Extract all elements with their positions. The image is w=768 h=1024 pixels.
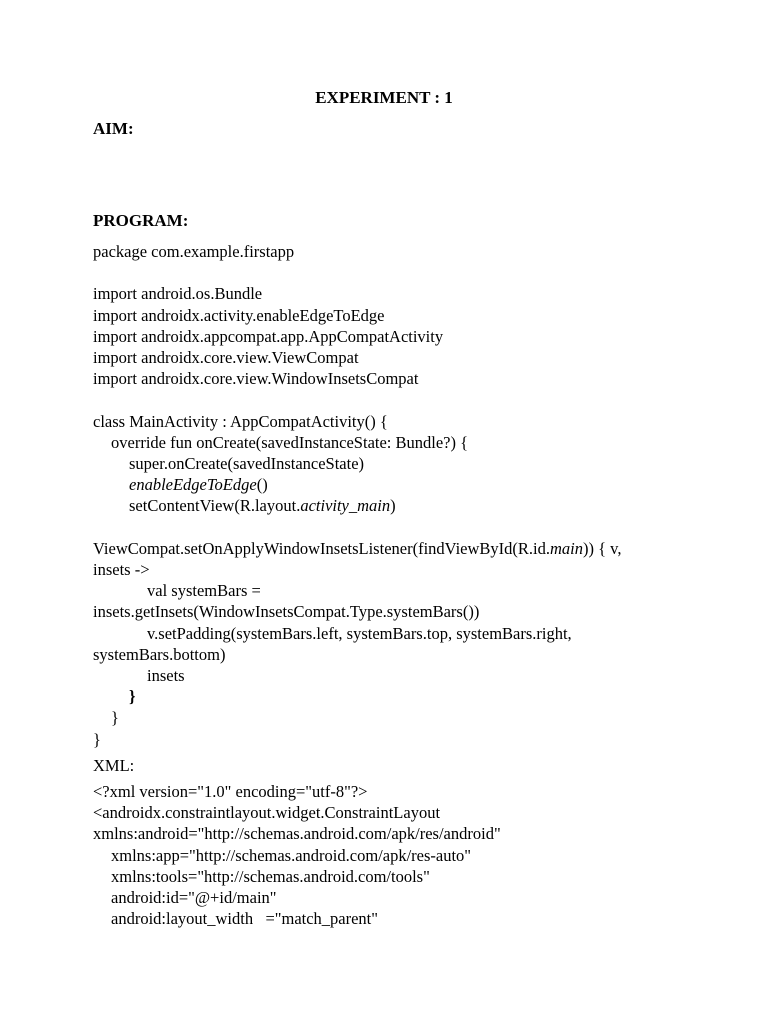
xml-line: xmlns:tools="http://schemas.android.com/tools" — [111, 866, 430, 886]
edge-to-edge-paren: () — [256, 475, 268, 495]
code-insets-arrow: insets -> — [93, 560, 150, 579]
code-import-line: import androidx.activity.enableEdgeToEdge — [93, 305, 385, 325]
xml-line: <?xml version="1.0" encoding="utf-8"?> — [93, 782, 368, 802]
code-blank-line — [93, 389, 713, 410]
listener-prefix: ViewCompat.setOnApplyWindowInsetsListener(findViewById(R.id. — [93, 538, 550, 558]
aim-heading: AIM: — [93, 119, 134, 138]
xml-line: android:layout_width ="match_parent" — [111, 909, 379, 929]
program-heading: PROGRAM: — [93, 211, 189, 230]
code-closing-brace: } — [129, 687, 136, 707]
code-package-line: package com.example.firstapp — [93, 242, 295, 261]
code-closing-brace: } — [93, 729, 101, 749]
xml-line: xmlns:android="http://schemas.android.com/apk/res/android" — [93, 824, 501, 844]
code-set-padding-continuation: systemBars.bottom) — [93, 644, 226, 664]
code-insets-return: insets — [147, 666, 185, 686]
code-override-line: override fun onCreate(savedInstanceState: Bundle?) { — [111, 432, 469, 452]
code-blank-line — [93, 262, 713, 283]
code-listener-line — [93, 538, 713, 559]
xml-line: xmlns:app="http://schemas.android.com/apk/res-auto" — [111, 845, 472, 865]
code-blank-line — [93, 517, 713, 538]
code-import-line: import android.os.Bundle — [93, 284, 263, 304]
code-super-call: super.onCreate(savedInstanceState) — [129, 454, 365, 473]
code-class-declaration: class MainActivity : AppCompatActivity() { — [93, 411, 388, 431]
code-get-insets-line: insets.getInsets(WindowInsetsCompat.Type.systemBars()) — [93, 602, 480, 622]
xml-line: <androidx.constraintlayout.widget.ConstraintLayout — [93, 803, 441, 823]
set-content-prefix: setContentView(R.layout. — [129, 496, 301, 516]
experiment-title: EXPERIMENT : 1 — [315, 88, 453, 107]
set-content-suffix: ) — [390, 496, 396, 516]
code-closing-brace: } — [111, 708, 119, 728]
code-set-content-view-line — [93, 495, 713, 516]
code-import-line: import androidx.core.view.WindowInsetsCompat — [93, 369, 419, 389]
code-import-line: import androidx.appcompat.app.AppCompatActivity — [93, 326, 444, 346]
code-import-line: import androidx.core.view.ViewCompat — [93, 348, 359, 367]
xml-line: android:id="@+id/main" — [111, 888, 277, 908]
program-code-block — [93, 241, 713, 929]
code-val-system-bars: val systemBars = — [147, 581, 261, 601]
listener-view-id: main — [550, 538, 583, 558]
code-set-padding-line: v.setPadding(systemBars.left, systemBars.top, systemBars.right, — [147, 623, 572, 643]
code-edge-to-edge-line — [93, 474, 713, 495]
layout-name: activity_main — [300, 496, 391, 516]
edge-to-edge-function: enableEdgeToEdge — [129, 475, 257, 495]
listener-suffix: )) { v, — [583, 538, 622, 558]
xml-label: XML: — [93, 755, 135, 775]
